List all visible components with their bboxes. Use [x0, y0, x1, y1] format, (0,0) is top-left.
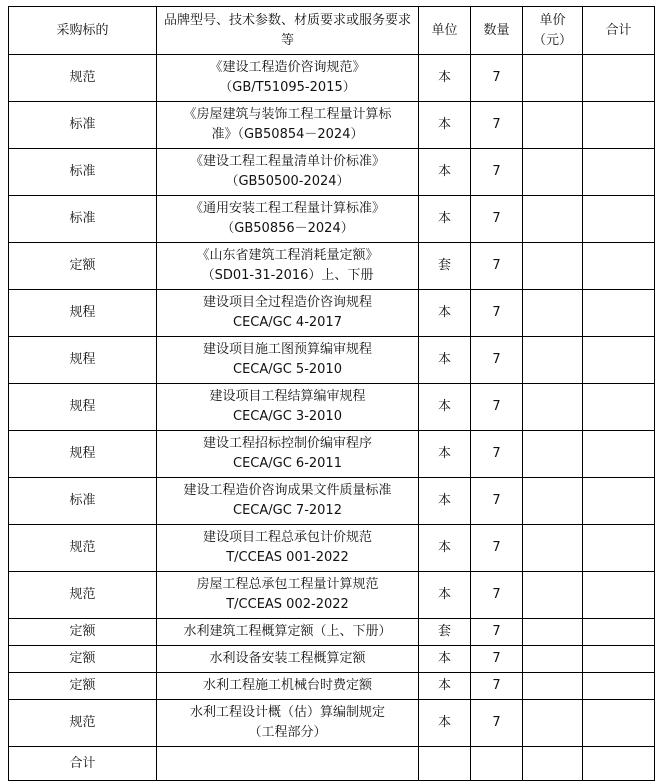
description-cell — [157, 619, 419, 646]
table-row — [9, 243, 655, 290]
description-line-1: 建设工程造价咨询成果文件质量标准 — [183, 483, 392, 498]
quantity-cell: 7 — [471, 700, 523, 747]
description-line-2: CECA/GC 3-2010 — [233, 409, 342, 424]
description-line-1: 水利建筑工程概算定额（上、下册） — [183, 624, 392, 639]
total-cell — [583, 196, 655, 243]
target-cell: 定额 — [9, 243, 157, 290]
table-row — [9, 149, 655, 196]
total-cell — [583, 673, 655, 700]
description-line-1: 《房屋建筑与装饰工程工程量计算标 — [183, 107, 392, 122]
description-line-2: CECA/GC 7-2012 — [233, 503, 342, 518]
header-unit-price: 单价（元） — [523, 7, 583, 55]
description-cell — [157, 700, 419, 747]
description-line-2: CECA/GC 5-2010 — [233, 362, 342, 377]
target-cell: 定额 — [9, 673, 157, 700]
table-row — [9, 572, 655, 619]
unit-price-cell — [523, 337, 583, 384]
target-cell: 规程 — [9, 337, 157, 384]
description-line-1: 水利工程施工机械台时费定额 — [202, 678, 372, 693]
description-cell — [157, 290, 419, 337]
description-cell — [157, 525, 419, 572]
total-cell — [583, 478, 655, 525]
description-line-2: （SD01-31-2016）上、下册 — [201, 268, 374, 283]
quantity-cell: 7 — [471, 337, 523, 384]
unit-price-cell — [523, 673, 583, 700]
description-line-1: 房屋工程总承包工程量计算规范 — [196, 577, 379, 592]
target-cell: 规程 — [9, 384, 157, 431]
target-cell: 标准 — [9, 102, 157, 149]
total-cell — [583, 102, 655, 149]
description-line-1: 水利设备安装工程概算定额 — [209, 651, 366, 666]
description-line-2: （GB50856－2024） — [221, 221, 354, 236]
target-cell: 规范 — [9, 55, 157, 102]
quantity-cell: 7 — [471, 478, 523, 525]
unit-price-cell — [523, 525, 583, 572]
description-line-2: T/CCEAS 001-2022 — [226, 550, 349, 565]
table-row — [9, 431, 655, 478]
description-line-2: （GB50500-2024） — [225, 174, 350, 189]
table-row — [9, 700, 655, 747]
quantity-cell: 7 — [471, 572, 523, 619]
unit-cell: 本 — [419, 196, 471, 243]
table-row — [9, 646, 655, 673]
unit-cell: 本 — [419, 700, 471, 747]
unit-cell: 套 — [419, 619, 471, 646]
unit-price-cell — [523, 384, 583, 431]
target-cell: 定额 — [9, 619, 157, 646]
total-cell — [583, 243, 655, 290]
total-cell — [583, 572, 655, 619]
unit-cell: 本 — [419, 673, 471, 700]
target-cell: 标准 — [9, 478, 157, 525]
unit-price-cell — [523, 431, 583, 478]
header-row — [9, 7, 655, 55]
quantity-cell: 7 — [471, 673, 523, 700]
quantity-cell: 7 — [471, 431, 523, 478]
target-cell: 定额 — [9, 646, 157, 673]
total-cell — [583, 384, 655, 431]
total-cell — [583, 619, 655, 646]
footer-cell — [523, 747, 583, 781]
description-cell — [157, 478, 419, 525]
unit-price-cell — [523, 149, 583, 196]
target-cell: 标准 — [9, 149, 157, 196]
total-cell — [583, 700, 655, 747]
footer-cell — [157, 747, 419, 781]
target-cell: 规范 — [9, 572, 157, 619]
footer-cell — [471, 747, 523, 781]
total-cell — [583, 290, 655, 337]
description-cell — [157, 673, 419, 700]
description-cell — [157, 572, 419, 619]
header-description: 品牌型号、技术参数、材质要求或服务要求等 — [157, 7, 419, 55]
description-line-2: CECA/GC 6-2011 — [233, 456, 342, 471]
total-cell — [583, 337, 655, 384]
total-cell — [583, 525, 655, 572]
table-row — [9, 525, 655, 572]
unit-cell: 本 — [419, 102, 471, 149]
description-cell — [157, 243, 419, 290]
description-cell — [157, 384, 419, 431]
table-row — [9, 337, 655, 384]
unit-price-cell — [523, 102, 583, 149]
header-quantity: 数量 — [471, 7, 523, 55]
table-row — [9, 673, 655, 700]
unit-cell: 本 — [419, 431, 471, 478]
description-line-2: T/CCEAS 002-2022 — [226, 597, 349, 612]
header-unit: 单位 — [419, 7, 471, 55]
table-row — [9, 290, 655, 337]
unit-cell: 本 — [419, 384, 471, 431]
description-cell — [157, 149, 419, 196]
header-total: 合计 — [583, 7, 655, 55]
target-cell: 规范 — [9, 700, 157, 747]
description-line-2: （工程部分） — [248, 725, 327, 740]
description-line-1: 建设项目施工图预算编审规程 — [202, 342, 372, 357]
quantity-cell: 7 — [471, 102, 523, 149]
table-row — [9, 102, 655, 149]
description-line-2: 准》（GB50854－2024） — [211, 127, 364, 142]
unit-price-cell — [523, 290, 583, 337]
footer-cell — [419, 747, 471, 781]
unit-price-cell — [523, 700, 583, 747]
unit-price-cell — [523, 619, 583, 646]
description-cell — [157, 102, 419, 149]
quantity-cell: 7 — [471, 619, 523, 646]
target-cell: 标准 — [9, 196, 157, 243]
footer-label: 合计 — [9, 747, 157, 781]
unit-cell: 本 — [419, 646, 471, 673]
total-cell — [583, 646, 655, 673]
description-line-1: 建设项目工程总承包计价规范 — [202, 530, 372, 545]
header-target: 采购标的 — [9, 7, 157, 55]
unit-cell: 本 — [419, 478, 471, 525]
unit-price-cell — [523, 243, 583, 290]
unit-cell: 本 — [419, 149, 471, 196]
quantity-cell: 7 — [471, 384, 523, 431]
target-cell: 规程 — [9, 431, 157, 478]
description-cell — [157, 196, 419, 243]
quantity-cell: 7 — [471, 525, 523, 572]
total-cell — [583, 149, 655, 196]
unit-price-cell — [523, 196, 583, 243]
description-line-2: CECA/GC 4-2017 — [233, 315, 342, 330]
quantity-cell: 7 — [471, 646, 523, 673]
description-line-1: 建设项目工程结算编审规程 — [209, 389, 366, 404]
description-line-1: 《建设工程造价咨询规范》 — [209, 60, 366, 75]
table-row — [9, 55, 655, 102]
description-cell — [157, 337, 419, 384]
quantity-cell: 7 — [471, 55, 523, 102]
target-cell: 规程 — [9, 290, 157, 337]
total-cell — [583, 431, 655, 478]
unit-price-cell — [523, 572, 583, 619]
description-line-1: 水利工程设计概（估）算编制规定 — [189, 705, 385, 720]
unit-price-cell — [523, 55, 583, 102]
table-row — [9, 478, 655, 525]
procurement-table — [8, 6, 655, 781]
description-cell — [157, 55, 419, 102]
description-line-1: 《通用安装工程工程量计算标准》 — [189, 201, 385, 216]
unit-cell: 本 — [419, 55, 471, 102]
total-cell — [583, 55, 655, 102]
quantity-cell: 7 — [471, 149, 523, 196]
description-cell — [157, 646, 419, 673]
description-line-1: 建设项目全过程造价咨询规程 — [202, 295, 372, 310]
target-cell: 规范 — [9, 525, 157, 572]
table-row — [9, 196, 655, 243]
quantity-cell: 7 — [471, 196, 523, 243]
description-cell — [157, 431, 419, 478]
description-line-2: （GB/T51095-2015） — [219, 80, 356, 95]
footer-total-value — [583, 747, 655, 781]
unit-cell: 本 — [419, 290, 471, 337]
unit-price-cell — [523, 646, 583, 673]
description-line-1: 建设工程招标控制价编审程序 — [202, 436, 372, 451]
table-row — [9, 619, 655, 646]
unit-cell: 本 — [419, 337, 471, 384]
quantity-cell: 7 — [471, 290, 523, 337]
quantity-cell: 7 — [471, 243, 523, 290]
footer-row — [9, 747, 655, 781]
unit-cell: 套 — [419, 243, 471, 290]
description-line-1: 《建设工程工程量清单计价标准》 — [189, 154, 385, 169]
unit-cell: 本 — [419, 525, 471, 572]
unit-cell: 本 — [419, 572, 471, 619]
description-line-1: 《山东省建筑工程消耗量定额》 — [196, 248, 379, 263]
table-row — [9, 384, 655, 431]
unit-price-cell — [523, 478, 583, 525]
